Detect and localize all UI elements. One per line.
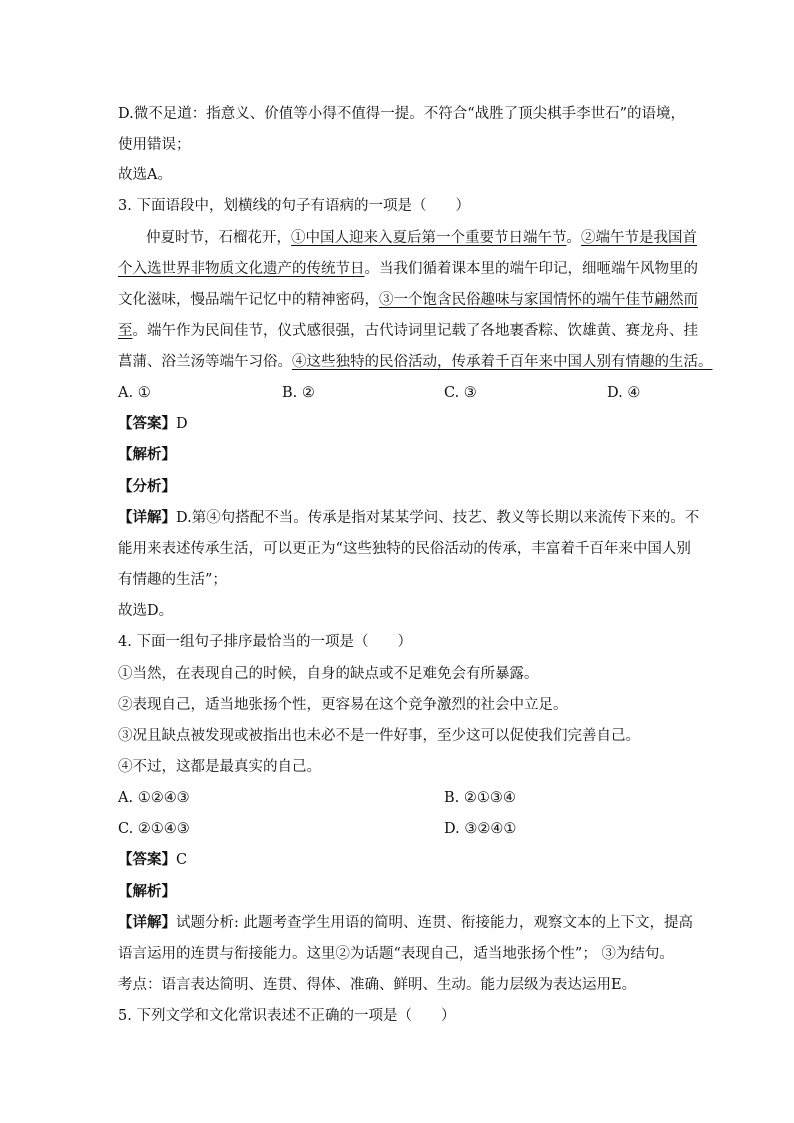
q3-option-c: C. ③ (444, 385, 477, 401)
q3-detail-line-1: 【详解】D.第④句搭配不当。传承是指对某某学问、技艺、教义等长期以来流传下来的。不 (118, 509, 700, 526)
q4-sentence-3: ③况且缺点被发现或被指出也未必不是一件好事，至少这可以促使我们完善自己。 (118, 728, 640, 744)
q3-passage-line-1: 仲夏时节，石榴花开，①中国人迎来入夏后第一个重要节日端午节。②端午节是我国首 (146, 230, 697, 246)
q2-option-d-explanation: D.微不足道：指意义、价值等小得不值得一提。不符合“战胜了顶尖棋手李世石”的语境， (118, 106, 686, 122)
q4-sentence-4: ④不过，这都是最真实的自己。 (118, 759, 321, 775)
q3-passage-line-2: 个入选世界非物质文化遗产的传统节日。当我们循着课本里的端午印记，细咂端午风物里的 (118, 261, 698, 277)
q3-option-b: B. ② (282, 385, 315, 401)
q4-option-d: D. ③②④① (444, 821, 517, 837)
q5-stem: 5. 下列文学和文化常识表述不正确的一项是（ ） (118, 1008, 456, 1024)
q4-sentence-1: ①当然，在表现自己的时候，自身的缺点或不足难免会有所暴露。 (118, 666, 539, 682)
q3-underlined-sentence-3: ③一个饱含民俗趣味与家国情怀的端午佳节翩然而 (379, 292, 698, 308)
q3-fenxi-heading: 【分析】 (118, 478, 176, 495)
q3-detail-line-3: 有情趣的生活”； (118, 572, 227, 588)
q3-underlined-sentence-3-cont: 至 (118, 323, 133, 339)
q4-option-a: A. ①②④③ (118, 790, 190, 806)
q3-option-a: A. ① (118, 385, 151, 401)
q4-kaodian: 考点：语言表达简明、连贯、得体、准确、鲜明、生动。能力层级为表达运用E。 (118, 977, 637, 993)
q3-answer: 【答案】D (118, 415, 188, 432)
q3-underlined-sentence-2: ②端午节是我国首 (581, 230, 697, 246)
q3-detail-line-2: 能用来表述传承生活，可以更正为“这些独特的民俗活动的传承，丰富着千百年来中国人别 (118, 541, 691, 557)
q3-passage-line-3: 文化滋味，慢品端午记忆中的精神密码，③一个饱含民俗趣味与家国情怀的端午佳节翩然而 (118, 292, 698, 308)
q4-stem: 4. 下面一组句子排序最恰当的一项是（ ） (118, 634, 412, 650)
q3-option-d: D. ④ (607, 385, 641, 401)
q2-option-d-explanation-cont: 使用错误； (118, 137, 191, 153)
q3-analysis-heading: 【解析】 (118, 446, 176, 463)
q3-stem: 3. 下面语段中，划横线的句子有语病的一项是（ ） (118, 198, 470, 214)
q4-sentence-2: ②表现自己，适当地张扬个性，更容易在这个竞争激烈的社会中立足。 (118, 697, 568, 713)
q3-conclusion: 故选D。 (118, 603, 174, 619)
q3-passage-line-5: 菖蒲、浴兰汤等端午习俗。④这些独特的民俗活动，传承着千百年来中国人别有情趣的生活。 (118, 354, 713, 370)
q3-underlined-sentence-2-cont: 个入选世界非物质文化遗产的传统节日 (118, 261, 365, 277)
q4-detail-line-2: 语言运用的连贯与衔接能力。这里②为话题“表现自己，适当地张扬个性”； ③为结句。 (118, 946, 674, 962)
q4-answer: 【答案】C (118, 851, 188, 868)
q4-option-b: B. ②①③④ (444, 790, 516, 806)
q3-underlined-sentence-1: ①中国人迎来入夏后第一个重要节日端午节 (291, 230, 567, 246)
q4-detail-line-1: 【详解】试题分析: 此题考查学生用语的简明、连贯、衔接能力，观察文本的上下文，提高 (118, 914, 693, 931)
q4-option-c: C. ②①④③ (118, 821, 190, 837)
q4-analysis-heading: 【解析】 (118, 883, 176, 900)
q3-passage-line-4: 至。端午作为民间佳节，仪式感很强，古代诗词里记载了各地裹香粽、饮雄黄、赛龙舟、挂 (118, 323, 698, 339)
q3-underlined-sentence-4: ④这些独特的民俗活动，传承着千百年来中国人别有情趣的生活。 (292, 354, 713, 370)
q2-conclusion: 故选A。 (118, 167, 172, 183)
